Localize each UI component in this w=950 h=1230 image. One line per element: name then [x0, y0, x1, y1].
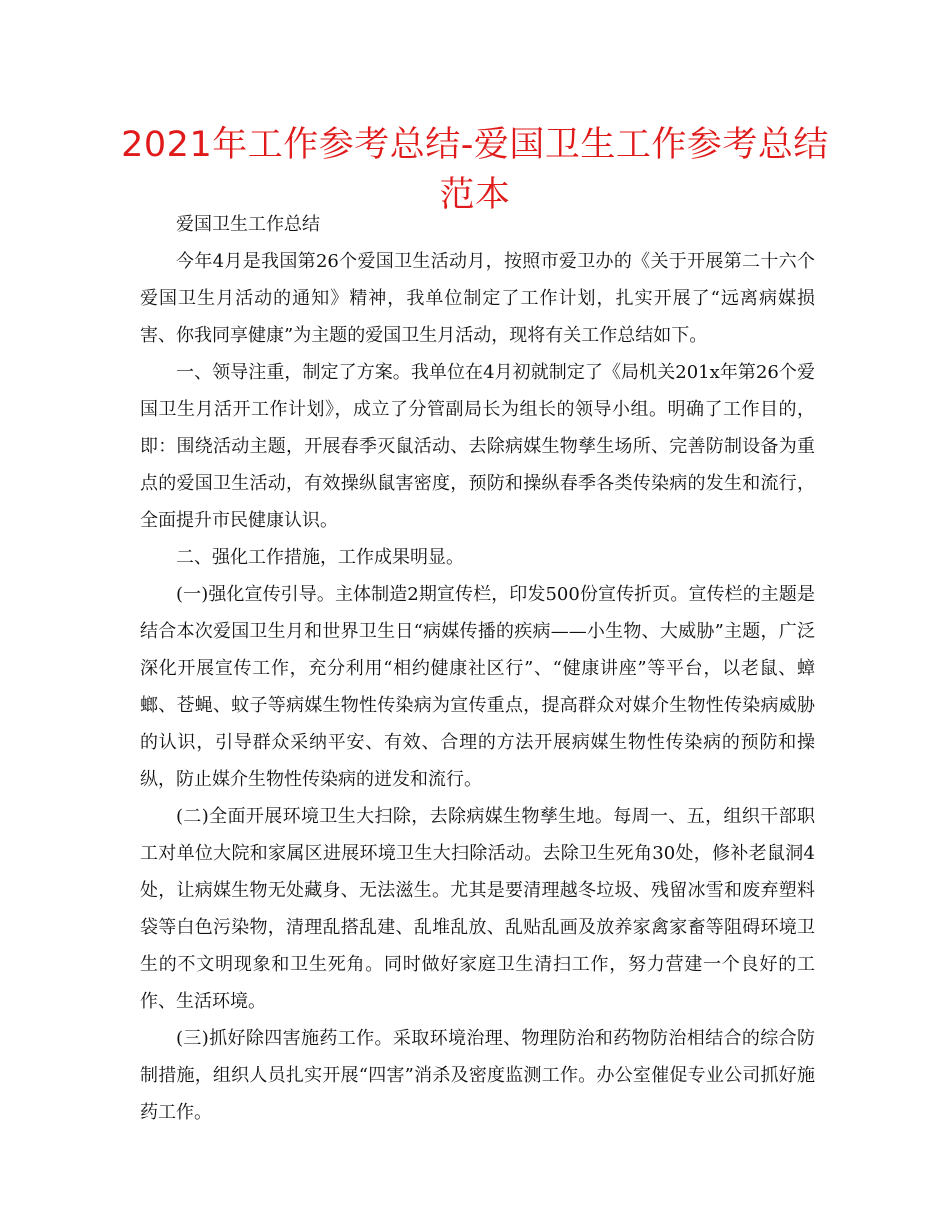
paragraph: (三)抓好除四害施药工作。采取环境治理、物理防治和药物防治相结合的综合防制措施，组织人员扎实开展“四害”消杀及密度监测工作。办公室催促专业公司抓好施药工作。	[140, 1028, 815, 1123]
document-title: 2021年工作参考总结-爱国卫生工作参考总结范本	[121, 125, 829, 215]
paragraph: 一、领导注重，制定了方案。我单位在4月初就制定了《局机关201x年第26个爱国卫生月活开工作计划》，成立了分管副局长为组长的领导小组。明确了工作目的，即：围绕活动主题，开展春季灭鼠活动、去除病媒生物孳生场所、完善防制设备为重点的爱国卫生活动，有效操纵鼠害密度，预防和操纵春季各类传染病的发生和流行，全面提升市民健康认识。	[140, 362, 815, 531]
paragraph: (二)全面开展环境卫生大扫除，去除病媒生物孳生地。每周一、五，组织干部职工对单位大院和家属区进展环境卫生大扫除活动。去除卫生死角30处，修补老鼠洞4处，让病媒生物无处藏身、无法滋生。尤其是要清理越冬垃圾、残留冰雪和废弃塑料袋等白色污染物，清理乱搭乱建、乱堆乱放、乱贴乱画及放养家禽家畜等阻碍环境卫生的不文明现象和卫生死角。同时做好家庭卫生清扫工作，努力营建一个良好的工作、生活环境。	[140, 806, 815, 1012]
paragraph: (一)强化宣传引导。主体制造2期宣传栏，印发500份宣传折页。宣传栏的主题是结合本次爱国卫生月和世界卫生日“病媒传播的疾病——小生物、大威胁”主题，广泛深化开展宣传工作，充分利用“相约健康社区行”、“健康讲座”等平台，以老鼠、蟑螂、苍蝇、蚊子等病媒生物性传染病为宣传重点，提高群众对媒介生物性传染病威胁的认识，引导群众采纳平安、有效、合理的方法开展病媒生物性传染病的预防和操纵，防止媒介生物性传染病的迸发和流行。	[140, 584, 815, 790]
paragraph: 二、强化工作措施，工作成果明显。	[176, 547, 464, 568]
section-heading: 爱国卫生工作总结	[176, 214, 320, 235]
document-body	[140, 206, 815, 1131]
paragraph: 今年4月是我国第26个爱国卫生活动月，按照市爱卫办的《关于开展第二十六个爱国卫生月活动的通知》精神，我单位制定了工作计划，扎实开展了“远离病媒损害、你我同享健康”为主题的爱国卫生月活动，现将有关工作总结如下。	[140, 251, 815, 346]
